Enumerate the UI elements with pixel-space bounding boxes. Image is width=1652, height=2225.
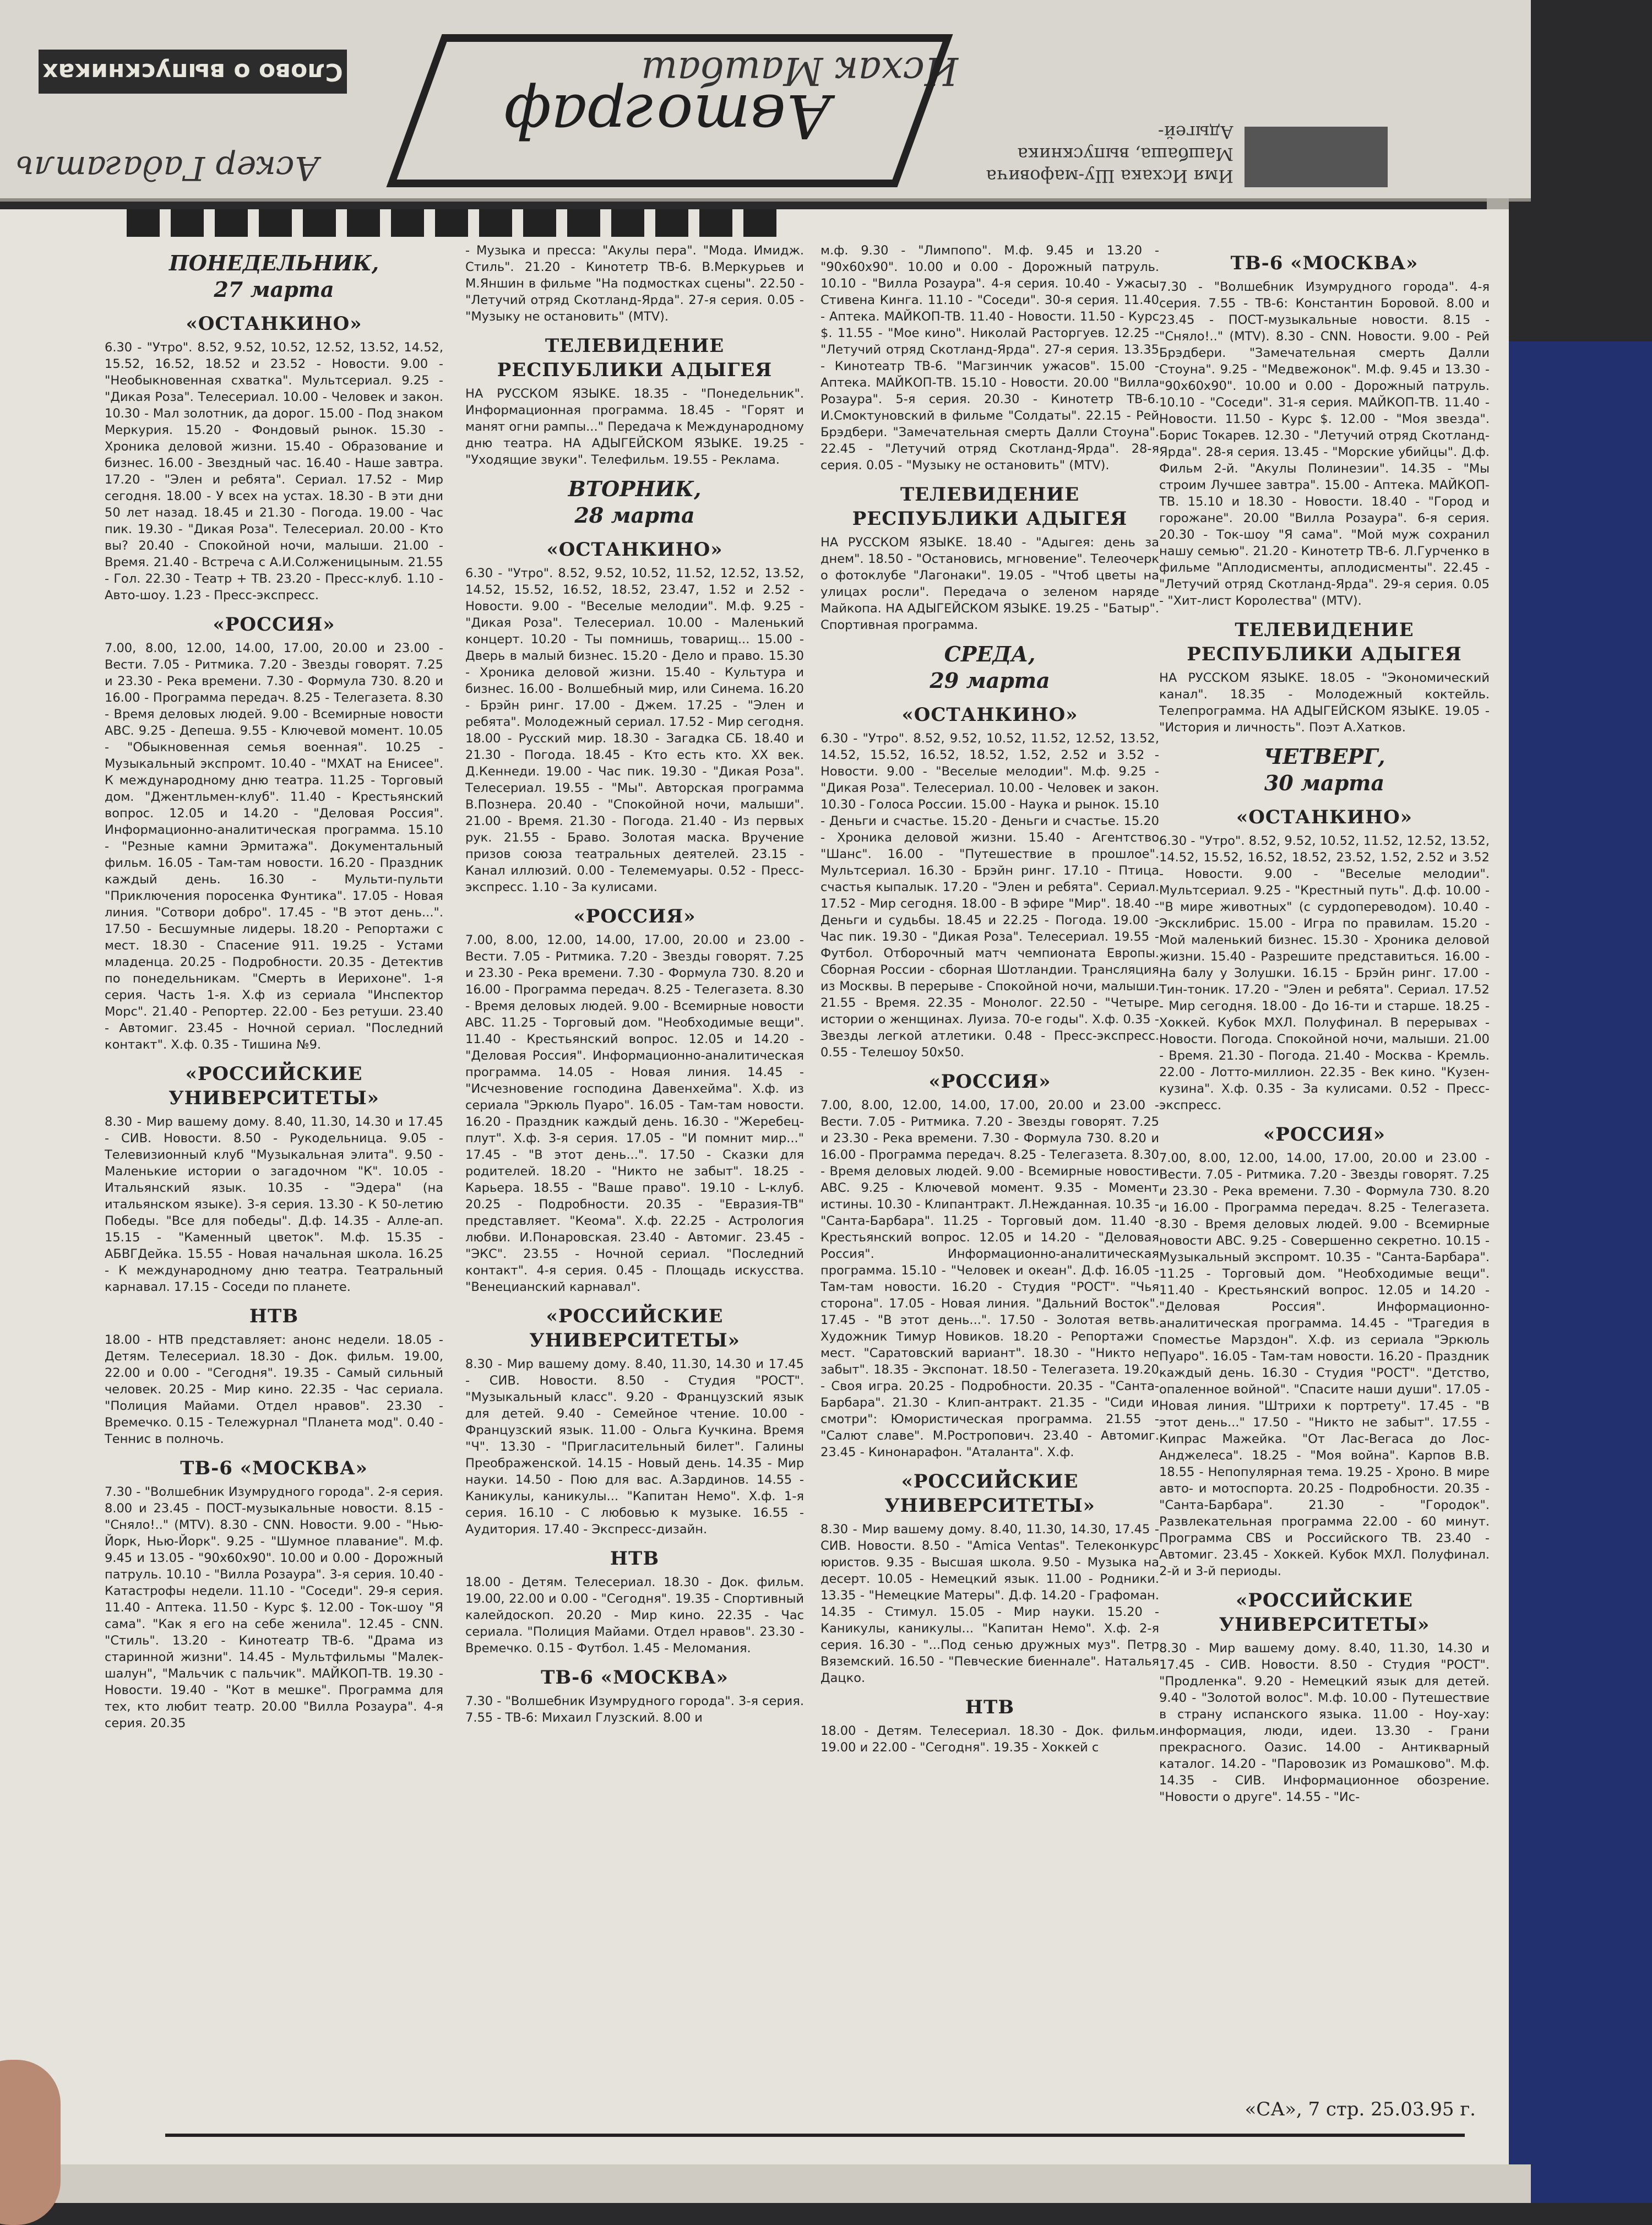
program-listing: НА РУССКОМ ЯЗЫКЕ. 18.40 - "Адыгея: день за днем". 18.50 - "Остановись, мгновение". Телеочерк о фотоклубе "Лагонаки". 19.05 - "Чтоб цветы на улицах росли". Передача о зеленом наряде Майкопа. НА АДЫГЕЙСКОМ ЯЗЫКЕ. 19.25 - "Батыр". Спортивная программа.	[820, 535, 1159, 632]
channel-heading: ТВ-6 «МОСКВА»	[541, 1667, 729, 1689]
program-listing: 6.30 - "Утро". 8.52, 9.52, 10.52, 11.52, 12.52, 13.52, 14.52, 15.52, 16.52, 18.52, 23.52, 1.52, 2.52 и 3.52 - Новости. 9.00 - "Веселые мелодии". Мультсериал. 9.25 - "Крестный путь". Д.ф. 10.00 - "В мире животных" (с сурдопереводом). 10.40 - Эксклибрис. 15.00 - Игра по правилам. 15.20 - Мой маленький бизнес. 15.30 - Хроника деловой жизни. 15.40 - Разрешите представиться. 16.00 - На балу у Золушки. 16.15 - Брэйн ринг. 17.00 - Тин-тоник. 17.20 - "Элен и ребята". Сериал. 17.52 - Мир сегодня. 18.00 - До 16-ти и старше. 18.25 - Хоккей. Кубок МХЛ. Полуфинал. В перерывах - Новости. Погода. Спокойной ночи, малыши. 21.00 - Время. 21.30 - Погода. 21.40 - Москва - Кремль. 22.00 - Лотто-миллион. 22.35 - Век кино. "Кузен-кузина". Х.ф. 0.35 - За кулисами. 0.52 - Пресс-экспресс.	[1159, 834, 1490, 1112]
channel-heading: ТВ-6 «МОСКВА»	[180, 1457, 368, 1479]
channel-heading: «ОСТАНКИНО»	[1236, 806, 1413, 828]
day-date: 29 марта	[930, 668, 1050, 693]
program-listing: 18.00 - Детям. Телесериал. 18.30 - Док. фильм. 19.00 и 22.00 - "Сегодня". 19.35 - Хоккей с	[820, 1724, 1159, 1755]
autograph-title: Автограф	[503, 81, 832, 151]
channel-heading: НТВ	[965, 1696, 1015, 1718]
channel-heading: ТЕЛЕВИДЕНИЕ РЕСПУБЛИКИ АДЫГЕЯ	[1187, 619, 1462, 665]
channel-heading: «РОССИЯ»	[573, 905, 696, 927]
program-listing: 8.30 - Мир вашему дому. 8.40, 11.30, 14.30, 17.45 - СИВ. Новости. 8.50 - "Amica Ventas". Телеконкурс юристов. 9.35 - Высшая школа. 9.50 - Музыка на десерт. 10.05 - Немецкий язык. 11.00 - Родники. 13.35 - "Немецкие Матеры". Д.ф. 14.20 - Графоман. 14.35 - Стимул. 15.05 - Мир науки. 15.20 - Каникулы, каникулы... "Капитан Немо". Х.ф. 2-я серия. 16.30 - "...Под сенью дружных муз". Петр Вяземский. 16.50 - "Певческие биеннале". Наталья Дацко.	[820, 1522, 1159, 1685]
day-name: СРЕДА,	[944, 642, 1036, 666]
binder-bottom	[0, 2164, 1531, 2203]
column-1	[105, 242, 443, 1735]
channel-heading: «РОССИЯ»	[213, 614, 335, 636]
program-listing: 6.30 - "Утро". 8.52, 9.52, 10.52, 11.52, 12.52, 13.52, 14.52, 15.52, 16.52, 18.52, 23.47, 1.52 и 2.52 - Новости. 9.00 - "Веселые мелодии". М.ф. 9.25 - "Дикая Роза". Телесериал. 10.00 - Маленький концерт. 10.20 - Ты помнишь, товарищ... 15.00 - Дверь в малый бизнес. 15.20 - Дело и право. 15.30 - Хроника деловой жизни. 15.40 - Культура и бизнес. 16.00 - Волшебный мир, или Синема. 16.20 - Брэйн ринг. 17.00 - Джем. 17.25 - "Элен и ребята". Молодежный сериал. 17.52 - Мир сегодня. 18.00 - Русский мир. 18.30 - Загадка СБ. 18.40 и 21.30 - Погода. 18.45 - Кто есть кто. XX век. Д.Кеннеди. 19.00 - Час пик. 19.30 - "Дикая Роза". Телесериал. 19.55 - "Мы". Авторская программа В.Познера. 20.40 - "Спокойной ночи, малыши". 21.00 - Время. 21.30 - Погода. 21.40 - Из первых рук. 21.55 - Браво. Золотая маска. Вручение призов союза театральных деятелей. 23.15 - Канал иллюзий. 0.00 - Телемемуары. 0.52 - Пресс-экспресс. 1.10 - За кулисами.	[465, 566, 804, 894]
channel-heading: «РОССИЙСКИЕ УНИВЕРСИТЕТЫ»	[884, 1470, 1095, 1517]
upside-down-page-content	[0, 0, 1531, 198]
program-listing: 6.30 - "Утро". 8.52, 9.52, 10.52, 11.52, 12.52, 13.52, 14.52, 15.52, 16.52, 18.52, 1.52, 2.52 и 3.52 - Новости. 9.00 - "Веселые мелодии". М.ф. 9.25 - "Дикая Роза". Телесериал. 10.00 - Человек и закон. 10.30 - Голоса России. 15.00 - Наука и рынок. 15.10 - Деньги и счастье. 15.20 - Деньги и счастье. 15.20 - Хроника деловой жизни. 15.40 - Агентство "Шанс". 16.00 - "Путешествие в прошлое". Мультсериал. 16.30 - Брэйн ринг. 17.10 - Птица счастья кыпалык. 17.20 - "Элен и ребята". Сериал. 17.52 - Мир сегодня. 18.00 - В эфире "Мир". 18.40 - Деньги и судьбы. 18.45 и 22.25 - Погода. 19.00 - Час пик. 19.30 - "Дикая Роза". Телесериал. 19.55 - Футбол. Отборочный матч чемпионата Европы. Сборная России - сборная Шотландии. Трансляция из Москвы. В перерыве - Спокойной ночи, малыши. 21.55 - Время. 22.35 - Монолог. 22.50 - "Четыре истории о женщинах. Луиза. 70-е годы". Х.ф. 0.35 - Звезды легкой атлетики. 0.48 - Пресс-экспресс. 0.55 - Телешоу 50х50.	[820, 731, 1159, 1060]
blue-cover	[1498, 341, 1652, 2203]
program-listing: 8.30 - Мир вашему дому. 8.40, 11.30, 14.30 и 17.45 - СИВ. Новости. 8.50 - Студия "РОСТ". "Продленка". 9.20 - Немецкий язык для детей. 9.40 - "Золотой волос". М.ф. 10.00 - Путешествие в страну испанского языка. 11.00 - Ноу-хау: информация, люди, идеи. 13.30 - Грани прекрасного. Оазис. 14.00 - Антикварный каталог. 14.20 - "Паровозик из Ромашково". М.ф. 14.35 - СИВ. Информационное обозрение. "Новости о друге". 14.55 - "Ис-	[1159, 1641, 1490, 1804]
channel-heading: ТВ-6 «МОСКВА»	[1230, 252, 1419, 274]
program-listing: м.ф. 9.30 - "Лимпопо". М.ф. 9.45 и 13.20 - "90х60х90". 10.00 и 0.00 - Дорожный патруль. 10.10 - "Вилла Розаура". 4-я серия. 10.40 - Ужасы Стивена Кинга. 11.10 - "Соседи". 30-я серия. 11.40 - Аптека. МАЙКОП-ТВ. 11.40 - Новости. 11.50 - Курс $. 11.55 - "Мое кино". Николай Расторгуев. 12.25 - "Летучий отряд Скотланд-Ярда". 27-я серия. 13.35 - Кинотеатр ТВ-6. "Магзинчик ужасов". 15.00 - Аптека. МАЙКОП-ТВ. 15.10 - Новости. 20.00 "Вилла Розаура". 5-я серия. 20.30 - Кинотетр ТВ-6. И.Смоктуновский в фильме "Солдаты". 22.15 - Рей Брэдбери. "Замечательная смерть Далли Стоуна". 22.45 - "Летучий отряд Скотланд-Ярда". 28-я серия. 0.05 - "Музыку не остановить" (MTV).	[820, 243, 1159, 473]
program-listing: 8.30 - Мир вашему дому. 8.40, 11.30, 14.30 и 17.45 - СИВ. Новости. 8.50 - Студия "РОСТ". "Музыкальный класс". 9.20 - Французский язык для детей. 9.40 - Семейное чтение. 10.00 - Французский язык. 11.00 - Ольга Кучкина. Время "Ч". 13.30 - "Пригласительный билет". Галины Преображенской. 14.15 - Новый день. 14.35 - Мир науки. 14.50 - Пою для вас. А.Зардинов. 14.55 - Каникулы, каникулы... "Капитан Немо". Х.ф. 1-я серия. 16.10 - С любовью к музыке. 16.55 - Аудитория. 17.40 - Экспресс-дизайн.	[465, 1357, 804, 1537]
day-name: ЧЕТВЕРГ,	[1263, 744, 1385, 769]
thumb	[0, 2060, 61, 2225]
program-listing: 7.00, 8.00, 12.00, 14.00, 17.00, 20.00 и 23.00 - Вести. 7.05 - Ритмика. 7.20 - Звезды говорят. 7.25 и 23.30 - Река времени. 7.30 - Формула 730. 8.20 и 16.00 - Программа передач. 8.25 - Телегазета. 8.30 - Время деловых людей. 9.00 - Всемирные новости АВС. 11.25 - Торговый дом. "Необходимые вещи". 11.40 - Крестьянский вопрос. 12.05 и 14.20 - "Деловая Россия". Информационно-аналитическая программа. 14.05 - Новая линия. 14.45 - "Исчезновение господина Давенхейма". Х.ф. из сериала "Эркюль Пуаро". 16.05 - Там-там новости. 16.20 - Праздник каждый день. 16.30 - "Жеребец-плут". Х.ф. 3-я серия. 17.05 - "И помнит мир..." 17.45 - "В этот день...". 17.50 - Сказки для родителей. 18.20 - "Никто не забыт". 18.25 - Карьера. 18.55 - "Ваше право". 19.10 - L-клуб. 20.25 - Подробности. 20.35 - "Евразия-ТВ" представляет. "Кеома". Х.ф. 22.25 - Астрология любви. И.Понаровская. 23.40 - Автомиг. 23.45 - "ЭКС". 23.55 - Ночной сериал. "Последний контакт". 4-я серия. 0.45 - Площадь искусства. "Венецианский карнавал".	[465, 933, 804, 1294]
portrait-photo	[1245, 127, 1388, 187]
channel-heading: «РОССИЙСКИЕ УНИВЕРСИТЕТЫ»	[169, 1063, 379, 1109]
day-heading	[820, 641, 1159, 694]
channel-heading: «РОССИЙСКИЕ УНИВЕРСИТЕТЫ»	[1219, 1589, 1430, 1636]
masthead-banner	[127, 209, 787, 237]
day-date: 30 марта	[1264, 770, 1385, 795]
program-listing: 18.00 - Детям. Телесериал. 18.30 - Док. фильм. 19.00, 22.00 и 0.00 - "Сегодня". 19.35 - Спортивный калейдоскоп. 20.20 - Мир кино. 22.35 - Час сериала. "Полиция Майами. Отдел нравов". 23.30 - Времечко. 0.15 - Футбол. 1.45 - Меломания.	[465, 1575, 804, 1656]
signature-gadagatl: Аскер Гадагатль	[15, 149, 319, 187]
section-label: Слово о выпускниках	[39, 50, 347, 94]
day-heading	[1159, 744, 1490, 796]
column-4	[1159, 242, 1490, 1809]
program-listing: 7.30 - "Волшебник Изумрудного города". 2-я серия. 8.00 и 23.45 - ПОСТ-музыкальные новости. 8.15 - "Сняло!.." (MTV). 8.30 - CNN. Новости. 9.00 - "Нью-Йорк, Нью-Йорк". 9.25 - "Шумное плавание". М.ф. 9.45 и 13.05 - "90х60х90". 10.00 и 0.00 - Дорожный патруль. 10.10 - "Вилла Розаура". 3-я серия. 10.40 - Катастрофы недели. 11.10 - "Соседи". 29-я серия. 11.40 - Аптека. 11.50 - Курс $. 12.00 - Ток-шоу "Я сама". "Как я его на себе женила". 12.45 - CNN. "Стиль". 13.20 - Кинотеатр ТВ-6. "Драма из старинной жизни". 14.45 - Мультфильмы "Малек-шалун", "Мальчик с пальчик". МАЙКОП-ТВ. 19.30 - Новости. 19.40 - "Кот в мешке". Программа для тех, кто любит театр. 20.00 "Вилла Розаура". 4-я серия. 20.35	[105, 1485, 443, 1730]
day-name: ВТОРНИК,	[568, 476, 702, 501]
program-listing: - Музыка и пресса: "Акулы пера". "Мода. Имидж. Стиль". 21.20 - Кинотетр ТВ-6. В.Меркурьев и М.Яншин в фильме "На подмостках сцены". 22.50 - "Летучий отряд Скотланд-Ярда". 27-я серия. 0.05 - "Музыку не остановить" (MTV).	[465, 243, 804, 324]
upper-newspaper-page	[0, 0, 1531, 202]
program-listing: 7.00, 8.00, 12.00, 14.00, 17.00, 20.00 и 23.00 - Вести. 7.05 - Ритмика. 7.20 - Звезды говорят. 7.25 и 23.30 - Река времени. 7.30 - Формула 730. 8.20 и 16.00 - Программа передач. 8.25 - Телегазета. 8.30 - Время деловых людей. 9.00 - Всемирные новости АВС. 9.25 - Совершенно секретно. 10.15 - Музыкальный экспромт. 10.35 - "Санта-Барбара". 11.25 - Торговый дом. "Необходимые вещи". 11.40 - Крестьянский вопрос. 12.05 и 14.20 - "Деловая Россия". Информационно-аналитическая программа. 14.45 - "Трагедия в поместье Марздон". Х.ф. из сериала "Эркюль Пуаро". 16.05 - Там-там новости. 16.20 - Праздник каждый день. 16.30 - Студия "РОСТ". "Детство, опаленное войной". "Спасите наши души". 17.05 - Новая линия. "Штрихи к портрету". 17.45 - "В этот день..." 17.50 - "Никто не забыт". 17.55 - Кипрас Мажейка. "От Лас-Вегаса до Лос-Анджелеса". 18.25 - "Моя война". Карпов В.В. 18.55 - Непопулярная тема. 19.25 - Хроно. В мире авто- и мотоспорта. 20.25 - Подробности. 20.35 - "Санта-Барбара". 21.30 - "Городок". Развлекательная программа 22.00 - 60 минут. Программа CBS и Российского ТВ. 23.40 - Автомиг. 23.45 - Хоккей. Кубок МХЛ. Полуфинал. 2-й и 3-й периоды.	[1159, 1151, 1490, 1578]
program-listing: 18.00 - НТВ представляет: анонс недели. 18.05 - Детям. Телесериал. 18.30 - Док. фильм. 19.00, 22.00 и 0.00 - "Сегодня". 19.35 - Самый сильный человек. 20.25 - Мир кино. 22.35 - Час сериала. "Полиция Майами. Отдел нравов". 23.30 - Времечко. 0.15 - Тележурнал "Планета мод". 0.40 - Теннис в полночь.	[105, 1333, 443, 1446]
channel-heading: ТЕЛЕВИДЕНИЕ РЕСПУБЛИКИ АДЫГЕЯ	[497, 335, 773, 381]
program-listing: 6.30 - "Утро". 8.52, 9.52, 10.52, 12.52, 13.52, 14.52, 15.52, 16.52, 18.52 и 23.52 - Новости. 9.00 - "Необыкновенная схватка". Мультсериал. 9.25 - "Дикая Роза". Телесериал. 10.00 - Человек и закон. 10.30 - Мал золотник, да дорог. 15.00 - Под знаком Меркурия. 15.20 - Фондовый рынок. 15.30 - Хроника деловой жизни. 15.40 - Образование и бизнес. 16.00 - Звездный час. 16.40 - Наше завтра. 17.20 - "Элен и ребята". Сериал. 17.52 - Мир сегодня. 18.00 - У всех на устах. 18.30 - В эти дни 50 лет назад. 18.45 и 21.30 - Погода. 19.00 - Час пик. 19.30 - "Дикая Роза". Телесериал. 20.00 - Кто вы? 20.40 - Спокойной ночи, малыши. 21.00 - Время. 21.40 - Встреча с А.И.Солженицыным. 21.55 - Гол. 22.30 - Театр + ТВ. 23.20 - Пресс-клуб. 1.10 - Авто-шоу. 1.23 - Пресс-экспресс.	[105, 340, 443, 603]
column-3	[820, 242, 1159, 1759]
channel-heading: «РОССИЯ»	[1263, 1124, 1385, 1146]
tv-program-page	[0, 209, 1509, 2170]
bottom-rule	[165, 2134, 1465, 2137]
day-name: ПОНЕДЕЛЬНИК,	[169, 251, 379, 275]
channel-heading: «ОСТАНКИНО»	[186, 313, 362, 335]
channel-heading: «ОСТАНКИНО»	[901, 704, 1078, 726]
program-listing: НА РУССКОМ ЯЗЫКЕ. 18.35 - "Понедельник". Информационная программа. 18.45 - "Горят и манят огни рампы..." Передача к Международному дню театра. НА АДЫГЕЙСКОМ ЯЗЫКЕ. 19.25 - "Уходящие звуки". Телефильм. 19.55 - Реклама.	[465, 387, 804, 467]
autograph-logo	[386, 34, 953, 187]
program-listing: 8.30 - Мир вашему дому. 8.40, 11.30, 14.30 и 17.45 - СИВ. Новости. 8.50 - Рукодельница. 9.05 - Телевизионный клуб "Музыкальная элита". 9.50 - Маленькие истории о загадочном "К". 10.05 - Итальянский язык. 10.35 - "Эдера" (на итальянском языке). 3-я серия. 13.30 - К 50-летию Победы. "Все для победы". Д.ф. 14.35 - Алле-ап. 15.15 - "Каменный цветок". М.ф. 15.35 - АБВГДейка. 15.55 - Новая начальная школа. 16.25 - К международному дню театра. Театральный карнавал. 17.15 - Соседи по планете.	[105, 1115, 443, 1294]
column-2	[465, 242, 804, 1729]
day-date: 27 марта	[214, 277, 334, 302]
channel-heading: ТЕЛЕВИДЕНИЕ РЕСПУБЛИКИ АДЫГЕЯ	[852, 484, 1128, 530]
day-heading	[465, 476, 804, 529]
program-listing: 7.00, 8.00, 12.00, 14.00, 17.00, 20.00 и 23.00 - Вести. 7.05 - Ритмика. 7.20 - Звезды говорят. 7.25 и 23.30 - Река времени. 7.30 - Формула 730. 8.20 и 16.00 - Программа передач. 8.25 - Телегазета. 8.30 - Время деловых людей. 9.00 - Всемирные новости АВС. 9.25 - Ключевой момент. 9.35 - Момент истины. 10.30 - Клипантракт. Л.Нежданная. 10.35 - "Санта-Барбара". 11.25 - Торговый дом. 11.40 - Крестьянский вопрос. 12.05 и 14.20 - "Деловая Россия". Информационно-аналитическая программа. 15.10 - "Человек и океан". Д.ф. 16.05 - Там-там новости. 16.20 - Студия "РОСТ". "Чья сторона". 17.05 - Новая линия. "Дальний Восток". 17.45 - "В этот день...". 17.50 - Золотая ветвь. Художник Тимур Новиков. 18.20 - Репортажи с мест. "Саратовский вариант". 18.30 - "Никто не забыт". 18.35 - Экспонат. 18.50 - Телегазета. 19.20 - Своя игра. 20.25 - Подробности. 20.35 - "Санта-Барбара". 21.30 - Клип-антракт. 21.35 - "Сиди и смотри": Юмористическая программа. 21.55 - "Салют славе". М.Ростропович. 23.40 - Автомиг. 23.45 - Кинонарафон. "Аталанта". Х.ф.	[820, 1098, 1159, 1459]
channel-heading: НТВ	[249, 1305, 299, 1327]
day-heading	[105, 250, 443, 303]
program-listing: НА РУССКОМ ЯЗЫКЕ. 18.05 - "Экономический канал". 18.35 - Молодежный коктейль. Телепрограмма. НА АДЫГЕЙСКОМ ЯЗЫКЕ. 19.05 - "История и личность". Поэт А.Хатков.	[1159, 671, 1490, 735]
page-footer: «СА», 7 стр. 25.03.95 г.	[1245, 2098, 1476, 2120]
program-listing: 7.30 - "Волшебник Изумрудного города". 3-я серия. 7.55 - ТВ-6: Михаил Глузский. 8.00 и	[465, 1694, 804, 1725]
program-listing: 7.00, 8.00, 12.00, 14.00, 17.00, 20.00 и 23.00 - Вести. 7.05 - Ритмика. 7.20 - Звезды говорят. 7.25 и 23.30 - Река времени. 7.30 - Формула 730. 8.20 и 16.00 - Программа передач. 8.25 - Телегазета. 8.30 - Время деловых людей. 9.00 - Всемирные новости АВС. 9.25 - Депеша. 9.55 - Ключевой момент. 10.05 - "Обыкновенная семья военная". 10.25 - Музыкальный экспромт. 10.40 - "МХАТ на Енисее". К международному дню театра. 11.25 - Торговый дом. "Джентльмен-клуб". 11.40 - Крестьянский вопрос. 12.05 и 14.20 - "Деловая Россия". Информационно-аналитическая программа. 15.10 - "Резные камни Эрмитажа". Документальный фильм. 16.05 - Там-там новости. 16.20 - Праздник каждый день. 16.30 - Мульти-пульти "Приключения поросенка Фунтика". 17.05 - Новая линия. "Сотвори добро". 17.45 - "В этот день...". 17.50 - Бесшумные лидеры. 18.20 - Репортажи с мест. 18.30 - Спасение 911. 19.25 - Устами младенца. 20.25 - Подробности. 20.35 - Детектив по понедельникам. "Смерть в Иерихоне". 1-я серия. Часть 1-я. Х.ф из сериала "Инспектор Морс". 21.40 - Репортер. 22.00 - Без ретуши. 23.40 - Автомиг. 23.45 - Ночной сериал. "Последний контакт". Х.ф. 0.35 - Тишина №9.	[105, 641, 443, 1052]
day-date: 28 марта	[574, 503, 695, 528]
channel-heading: НТВ	[610, 1548, 660, 1570]
program-listing: 7.30 - "Волшебник Изумрудного города". 4-я серия. 7.55 - ТВ-6: Константин Боровой. 8.00 и 23.45 - ПОСТ-музыкальные новости. 8.15 - "Сняло!.." (MTV). 8.30 - CNN. Новости. 9.00 - Рей Брэдбери. "Замечательная смерть Далли Стоуна". 9.25 - "Медвежонок". М.ф. 9.45 и 13.30 - "90х60х90". 10.00 и 0.00 - Дорожный патруль. 10.10 - "Соседи". 31-я серия. МАЙКОП-ТВ. 11.40 - Новости. 11.50 - Курс $. 12.00 - "Моя звезда". Борис Токарев. 12.30 - "Летучий отряд Скотланд-Ярда". 28-я серия. 13.45 - "Морские убийцы". Д.ф. Фильм 2-й. "Акулы Полинезии". 14.35 - "Мы строим Лучшее завтра". 15.00 - Аптека. МАЙКОП-ТВ. 15.10 и 18.30 - Новости. 18.40 - "Город и горожане". 20.00 "Вилла Розаура". 6-я серия. 20.30 - Ток-шоу "Я сама". "Мой муж сохранил нашу семью". 21.20 - Кинотетр ТВ-6. Л.Гурченко в фильме "Аплодисменты, аплодисменты". 22.45 - "Летучий отряд Скотланд-Ярда". 29-я серия. 0.05 - "Хит-лист Королества" (MTV).	[1159, 280, 1490, 608]
portrait-caption: Имя Исхака Шу-мафовича Машбаша, выпускника Адыгей-	[986, 122, 1233, 187]
channel-heading: «РОССИЯ»	[928, 1071, 1051, 1093]
channel-heading: «ОСТАНКИНО»	[546, 539, 723, 561]
signature-mashbash: Исхак Машбаш	[641, 48, 958, 94]
channel-heading: «РОССИЙСКИЕ УНИВЕРСИТЕТЫ»	[529, 1305, 740, 1352]
